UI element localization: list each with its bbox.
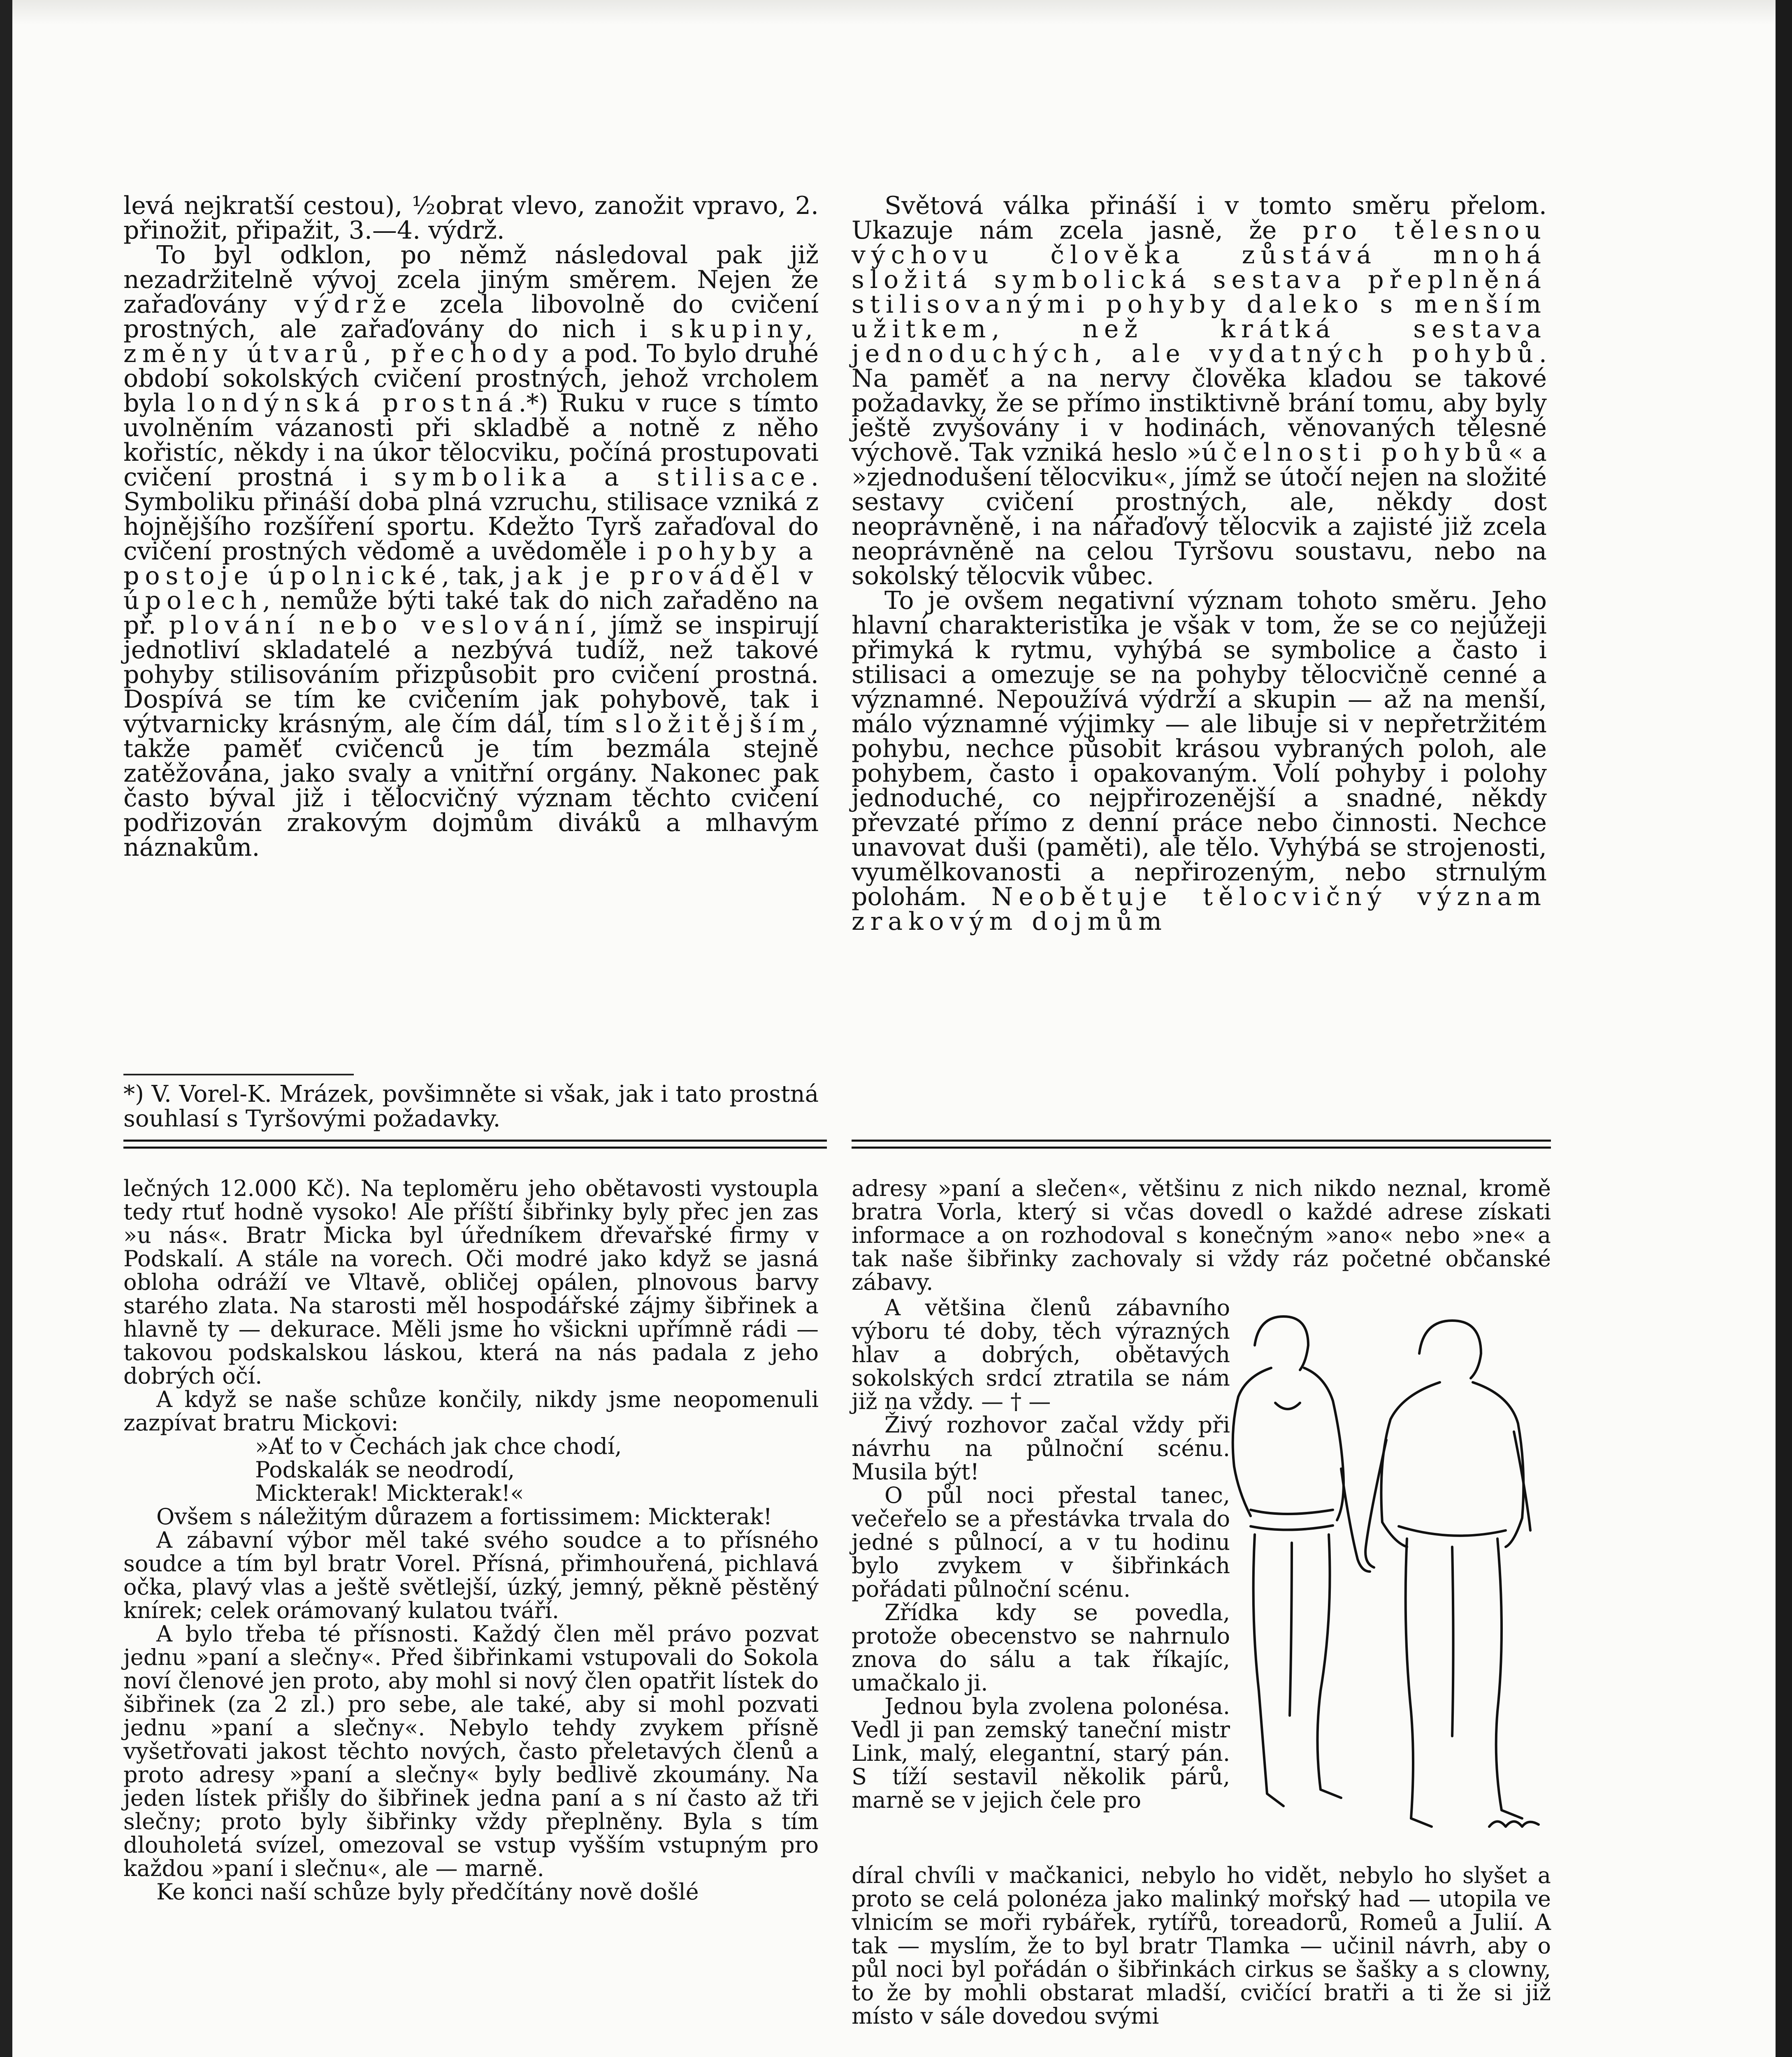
text-run: . Na paměť a na nervy člověka kladou se takové požadavky, že se přímo instiktivně brání tomu, aby byly ještě zvyšovány i v hodinách, věnovaných tělesné výchově. Tak vzniká heslo »: [852, 339, 1547, 467]
page-left-edge: [0, 0, 12, 2057]
song-verse: [123, 1435, 819, 1505]
bottom-right-column-narrow: [852, 1296, 1230, 1812]
spaced-emphasis: účelnosti pohybů: [1201, 438, 1509, 467]
paragraph: Ke konci naší schůze byly předčítány nově došlé: [156, 1879, 699, 1905]
right-figure: [1365, 1321, 1530, 1827]
artist-signature: [1489, 1822, 1539, 1827]
footnote: *) V. Vorel-K. Mrázek, povšimněte si však, jak i tato prostná souhlasí s Tyršovými požadavky.: [123, 1081, 819, 1132]
section-divider-right: [852, 1140, 1551, 1149]
spaced-emphasis: pohyby a postoje úpolnické: [123, 537, 819, 590]
paragraph-spaced: [852, 193, 1547, 588]
page-right-edge: [1776, 0, 1792, 2057]
paragraph: A když se naše schůze končily, nikdy jsme neopomenuli zazpívat bratru Mickovi:: [123, 1386, 819, 1436]
paragraph: adresy »paní a slečen«, většinu z nich nikdo neznal, kromě bratra Vorla, který si včas dovedl o každé adrese získati informace a on rozhodoval s konečným »ano« nebo »ne« a tak naše šibřinky zachovaly si vždy ráz početné občanské zábavy.: [852, 1175, 1551, 1295]
spaced-emphasis: plování nebo veslování: [169, 611, 590, 640]
verse-line: Podskalák se neodrodí,: [255, 1457, 515, 1483]
text-run: To je ovšem negativní význam tohoto směru. Jeho hlavní charakteristika je však v tom, že se co nejúžeji přimyká k rytmu, vyhýbá se symbolice a často i stilisaci a omezuje se na pohyby tělocvičně cenné a významné. Nepoužívá výdrží a skupin — až na menší, málo významné výjimky — ale libuje si v nepřetržitém pohybu, nechce působit krásou vybraných poloh, ale pohybem, často i opakovaným. Volí pohyby i polohy jednoduché, co nejpřirozenější a snadné, někdy převzaté přímo z denní práce nebo činnosti. Nechce unavovat duši (paměti), ale tělo. Vyhýbá se strojenosti, vyumělkovanosti a nepřirozeným, nebo strnulým polohám.: [852, 586, 1547, 911]
paragraph: lečných 12.000 Kč). Na teploměru jeho obětavosti vystoupla tedy rtuť hodně vysoko! Ale příští šibřinky byly přec jen zas »u nás«. Bratr Micka byl úředníkem dřevařské firmy v Podskalí. A stále na vorech. Oči modré jako když se jasná obloha odráží ve Vltavě, obličej opálen, plnovous barvy starého zlata. Na starosti měl hospodářské zájmy šibřinek a hlavně ty — dekurace. Měli jsme ho všickni upřímně rádi — takovou podskalskou láskou, která na nás padala z jeho dobrých očí.: [123, 1175, 819, 1389]
text-run: .*) Ruku v ruce s tímto uvolněním vázanosti při skladbě a notně z něho kořistíc, někdy i na úkor tělocviku, počíná prostupovati cvičení prostná i: [123, 389, 819, 492]
bottom-left-column: [123, 1177, 819, 1904]
paragraph-spaced: [852, 588, 1547, 934]
verse-line: »Ať to v Čechách jak chce chodí,: [255, 1433, 622, 1459]
top-left-column: [123, 193, 819, 860]
section-divider-left: [123, 1140, 827, 1149]
spaced-emphasis: skupiny, změny útvarů, přechody: [123, 315, 819, 368]
page-top-edge: [0, 0, 1792, 25]
footnote-rule: [123, 1074, 354, 1075]
spaced-emphasis: pro tělesnou výchovu člověka zůstává mnohá složitá symbolická sestava přeplněná stilisovanými pohyby daleko s menším užitkem, než krátká sestava jednoduchých, ale vydatných pohybů: [852, 216, 1547, 368]
spaced-emphasis: Neobětuje tělocvičný význam zrakovým dojmům: [852, 882, 1547, 936]
text-run: Světová válka přináší i v tomto směru přelom. Ukazuje nám zcela jasně, že: [852, 191, 1547, 245]
spaced-emphasis: londýnská prostná: [187, 389, 519, 418]
spaced-emphasis: symbolika a stilisace: [394, 463, 811, 492]
text-run: « a »zjednodušení tělocviku«, jímž se útočí nejen na složité sestavy cvičení prostných, ale, někdy dost neoprávněně, i na nářaďový tělocvik a zajisté již zcela neoprávněně na celou Tyršovu soustavu, nebo na sokolský tělocvik vůbec.: [852, 438, 1547, 590]
bottom-right-column-full: [852, 1864, 1551, 2028]
paragraph: O půl noci přestal tanec, večeřelo se a přestávka trvala do jedné s půlnocí, a v tu hodinu bylo zvykem v šibřinkách pořádati půlnoční scénu.: [852, 1482, 1230, 1602]
text-run: , takže paměť cvičenců je tím bezmála stejně zatěžována, jako svaly a vnitřní orgány. Nakonec pak často býval již i tělocvičný význam těchto cvičení podřizován zrakovým dojmům diváků a mlhavým náznakům.: [123, 710, 819, 862]
paragraph-spaced: [123, 243, 819, 860]
illustration-two-men: [1226, 1296, 1547, 1847]
text-run: , tak,: [441, 562, 513, 590]
spaced-emphasis: výdrže: [294, 290, 412, 319]
paragraph: Jednou byla zvolena polonésa. Vedl ji pan zemský taneční mistr Link, malý, elegantní, starý pán. S tíží sestavil několik párů, marně se v jejich čele pro: [852, 1693, 1230, 1813]
bottom-right-column-top: [852, 1177, 1551, 1294]
left-figure: [1233, 1316, 1370, 1806]
paragraph: díral chvíli v mačkanici, nebylo ho vidět, nebylo ho slyšet a proto se celá polonéza jako malinký mořský had — utopila ve vlnicím se moři rybářek, rytířů, toreadorů, Romeů a Julií. A tak — myslím, že to byl bratr Tlamka — učinil návrh, aby o půl noci byl pořádán o šibřinkách cirkus se šašky a s clowny, to že by mohli obstarat mladší, cvičící bratři a ti že si již místo v sále dovedou svými: [852, 1862, 1551, 2029]
paragraph: levá nejkratší cestou), ½obrat vlevo, zanožit vpravo, 2. přinožit, připažit, 3.—4. výdrž.: [123, 191, 819, 245]
text-run: . Symboliku přináší doba plná vzruchu, stilisace vzniká z hojnějšího rozšíření sportu. Kdežto Tyrš zařaďoval do cvičení prostných vědomě a uvědoměle i: [123, 463, 819, 566]
spaced-emphasis: složitějším: [615, 710, 811, 738]
spaced-emphasis: jak je prováděl v úpolech: [123, 562, 819, 615]
text-run: , jímž se inspirují jednotliví skladatelé a nezbývá tudíž, než takové pohyby stilisováním přizpůsobit pro cvičení prostná. Dospívá se tím ke cvičením jak pohybově, tak i výtvarnicky krásným, ale čím dál, tím: [123, 611, 819, 738]
text-run: zcela libovolně do cvičení prostných, ale zařaďovány do nich i: [123, 290, 819, 344]
text-run: To byl odklon, po němž následoval pak již nezadržitelně vývoj zcela jiným směrem. Nejen že zařaďovány: [123, 241, 819, 319]
paragraph: A zábavní výbor měl také svého soudce a to přísného soudce a tím byl bratr Vorel. Přísná, přimhouřená, pichlavá očka, plavý vlas a ještě světlejší, úzký, jemný, pěkně pěstěný knírek; celek orámovaný kulatou tváří.: [123, 1527, 819, 1623]
paragraph: A většina členů zábavního výboru té doby, těch výrazných hlav a dobrých, obětavých sokolských srdcí ztratila se nám již na vždy. — † —: [852, 1295, 1230, 1414]
text-run: a pod. To bylo druhé období sokolských cvičení prostných, jehož vrcholem byla: [123, 339, 819, 418]
paragraph: Zřídka kdy se povedla, protože obecenstvo se nahrnulo znova do sálu a tak říkajíc, umačkalo ji.: [852, 1600, 1230, 1696]
paragraph: A bylo třeba té přísnosti. Každý člen měl právo pozvat jednu »paní a slečny«. Před šibřinkami vstupovali do Sokola noví členové jen proto, aby mohl si nový člen opatřit lístek do šibřinek (za 2 zl.) pro sebe, ale také, aby si mohl pozvati jednu »paní a slečny«. Nebylo tehdy zvykem přísně vyšetřovati jakost těchto nových, často přeletavých členů a proto adresy »paní a slečny« byly bedlivě zkoumány. Na jeden lístek přišly do šibřinek jedna paní a s ní často až tři slečny; proto byly šibřinky vždy přeplněny. Byla s tím dlouholetá svízel, omezoval se vstup vyšším vstupným pro každou »paní i slečnu«, ale — marně.: [123, 1621, 819, 1881]
paragraph: Živý rozhovor začal vždy při návrhu na půlnoční scénu. Musila být!: [852, 1412, 1230, 1485]
top-right-column: [852, 193, 1547, 934]
paragraph: Ovšem s náležitým důrazem a fortissimem: Mickterak!: [156, 1504, 772, 1530]
verse-line: Mickterak! Mickterak!«: [255, 1480, 524, 1506]
text-run: , nemůže býti také tak do nich zařaděno na př.: [123, 586, 819, 640]
